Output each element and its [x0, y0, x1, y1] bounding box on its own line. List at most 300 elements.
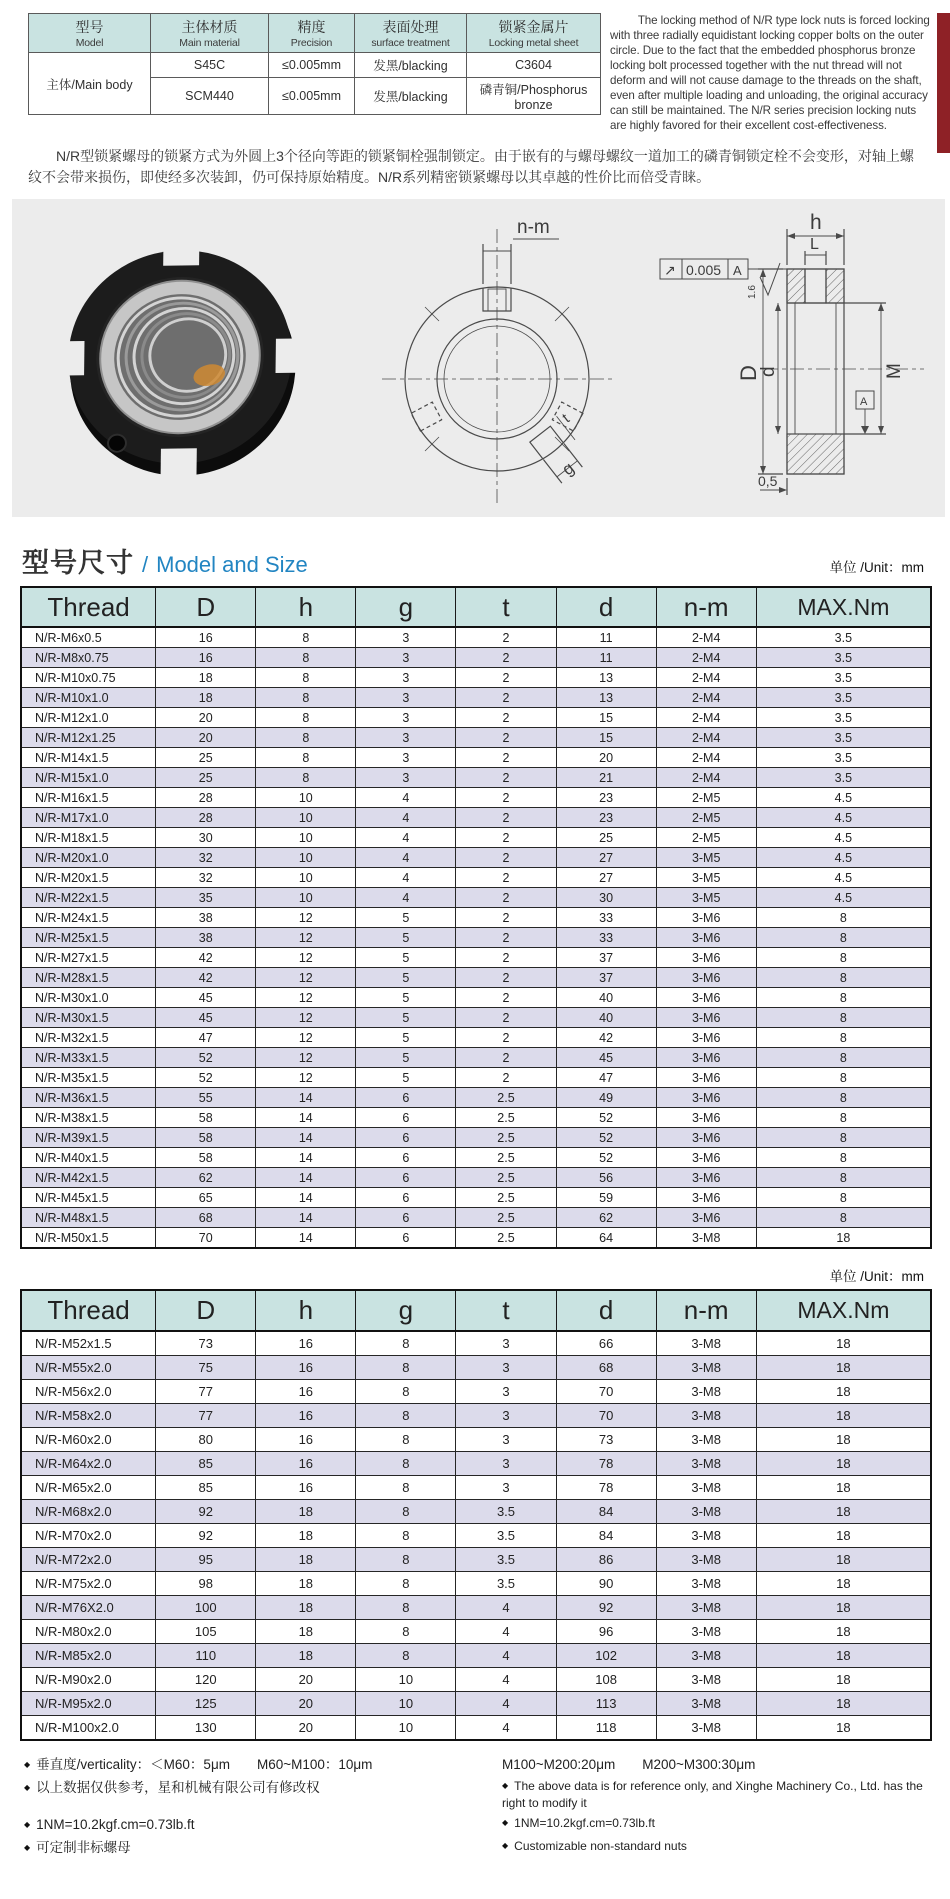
value-cell: 100 — [156, 1596, 256, 1620]
value-cell: 3-M6 — [656, 1168, 756, 1188]
value-cell: 5 — [356, 948, 456, 968]
value-cell: 3-M6 — [656, 988, 756, 1008]
size-row — [21, 868, 931, 888]
value-cell: 40 — [556, 1008, 656, 1028]
thread-cell: N/R-M10x1.0 — [21, 688, 156, 708]
value-cell: 11 — [556, 648, 656, 668]
value-cell: 3 — [356, 627, 456, 648]
value-cell: 8 — [756, 1068, 931, 1088]
value-cell: 3-M6 — [656, 1088, 756, 1108]
thread-cell: N/R-M20x1.5 — [21, 868, 156, 888]
value-cell: 18 — [756, 1572, 931, 1596]
value-cell: 16 — [256, 1404, 356, 1428]
value-cell: 20 — [256, 1692, 356, 1716]
value-cell: 30 — [156, 828, 256, 848]
thread-cell: N/R-M85x2.0 — [21, 1644, 156, 1668]
header-zh: 锁紧金属片 — [498, 19, 569, 35]
value-cell: 2.5 — [456, 1128, 556, 1148]
thread-cell: N/R-M52x1.5 — [21, 1331, 156, 1356]
size-row — [21, 1168, 931, 1188]
value-cell: 3 — [456, 1356, 556, 1380]
value-cell: 8 — [356, 1620, 456, 1644]
value-cell: 98 — [156, 1572, 256, 1596]
value-cell: 86 — [556, 1548, 656, 1572]
value-cell: 3-M6 — [656, 1008, 756, 1028]
size-row — [21, 908, 931, 928]
value-cell: 2-M4 — [656, 728, 756, 748]
value-cell: 8 — [256, 748, 356, 768]
value-cell: 49 — [556, 1088, 656, 1108]
value-cell: 56 — [556, 1168, 656, 1188]
value-cell: 28 — [156, 808, 256, 828]
value-cell: 25 — [156, 748, 256, 768]
thread-cell: N/R-M68x2.0 — [21, 1500, 156, 1524]
value-cell: 14 — [256, 1208, 356, 1228]
value-cell: 3-M8 — [656, 1524, 756, 1548]
value-cell: 3.5 — [756, 668, 931, 688]
value-cell: 8 — [356, 1331, 456, 1356]
column-header: n-m — [656, 587, 756, 628]
value-cell: 105 — [156, 1620, 256, 1644]
value-cell: 3-M5 — [656, 888, 756, 908]
value-cell: 8 — [356, 1596, 456, 1620]
value-cell: 8 — [756, 928, 931, 948]
value-cell: 25 — [156, 768, 256, 788]
value-cell: 18 — [756, 1404, 931, 1428]
value-cell: 8 — [256, 768, 356, 788]
value-cell: 8 — [256, 708, 356, 728]
thread-cell: N/R-M80x2.0 — [21, 1620, 156, 1644]
thread-cell: N/R-M27x1.5 — [21, 948, 156, 968]
dim-label-d: d — [758, 366, 779, 377]
intro-paragraph-en: The locking method of N/R type lock nuts is forced locking with three radially equidistant locking copper bolts on the outer circle. Due to the fact that the embedded phosphorus bronze locking bolt processed together with the nut thread will not deform and will not cause damage to the threads on the shaft, even after multiple loading and unloading, the original accuracy can still be maintained. The N/R series precision locking nuts are highly favored for their excellent cost-effectiveness. — [610, 14, 930, 133]
value-cell: 18 — [256, 1524, 356, 1548]
red-accent-bar — [937, 13, 950, 153]
value-cell: 12 — [256, 1008, 356, 1028]
size-row — [21, 1028, 931, 1048]
value-cell: 27 — [556, 848, 656, 868]
size-row — [21, 728, 931, 748]
size-row — [21, 1452, 931, 1476]
value-cell: 8 — [356, 1452, 456, 1476]
spec-cell: 发黑/blacking — [355, 53, 467, 78]
bullet-icon: ◆ — [502, 1818, 509, 1828]
column-header: Thread — [21, 587, 156, 628]
size-row — [21, 968, 931, 988]
value-cell: 4 — [356, 788, 456, 808]
bullet-icon: ◆ — [502, 1840, 509, 1850]
size-row — [21, 1692, 931, 1716]
value-cell: 3-M8 — [656, 1356, 756, 1380]
value-cell: 32 — [156, 868, 256, 888]
value-cell: 3-M8 — [656, 1404, 756, 1428]
spec-cell: S45C — [151, 53, 269, 78]
size-row — [21, 1068, 931, 1088]
value-cell: 4.5 — [756, 828, 931, 848]
size-row — [21, 808, 931, 828]
unit-label-mid: 单位 /Unit：mm — [829, 1269, 924, 1285]
value-cell: 3-M6 — [656, 1128, 756, 1148]
size-table-2 — [20, 1289, 932, 1741]
value-cell: 3 — [356, 648, 456, 668]
value-cell: 3-M6 — [656, 928, 756, 948]
thread-cell: N/R-M35x1.5 — [21, 1068, 156, 1088]
value-cell: 20 — [256, 1668, 356, 1692]
size-row — [21, 1476, 931, 1500]
value-cell: 3-M6 — [656, 1028, 756, 1048]
value-cell: 2-M4 — [656, 668, 756, 688]
value-cell: 3-M6 — [656, 1148, 756, 1168]
bullet-icon: ◆ — [24, 1842, 31, 1852]
value-cell: 2 — [456, 1008, 556, 1028]
value-cell: 8 — [756, 1028, 931, 1048]
value-cell: 3 — [456, 1404, 556, 1428]
value-cell: 3.5 — [756, 748, 931, 768]
value-cell: 11 — [556, 627, 656, 648]
value-cell: 3-M6 — [656, 1188, 756, 1208]
thread-cell: N/R-M58x2.0 — [21, 1404, 156, 1428]
value-cell: 12 — [256, 908, 356, 928]
value-cell: 92 — [156, 1500, 256, 1524]
value-cell: 52 — [556, 1128, 656, 1148]
tolerance-value: 0.005 — [686, 261, 722, 278]
value-cell: 3 — [356, 728, 456, 748]
value-cell: 108 — [556, 1668, 656, 1692]
value-cell: 3.5 — [756, 728, 931, 748]
value-cell: 3-M6 — [656, 948, 756, 968]
section-title-sep: / — [142, 551, 149, 577]
value-cell: 85 — [156, 1476, 256, 1500]
thread-cell: N/R-M42x1.5 — [21, 1168, 156, 1188]
size-row — [21, 1620, 931, 1644]
value-cell: 118 — [556, 1716, 656, 1741]
thread-cell: N/R-M30x1.5 — [21, 1008, 156, 1028]
value-cell: 4.5 — [756, 888, 931, 908]
size-row — [21, 1108, 931, 1128]
value-cell: 42 — [556, 1028, 656, 1048]
value-cell: 3-M8 — [656, 1331, 756, 1356]
spec-header-row — [29, 14, 601, 53]
value-cell: 18 — [256, 1620, 356, 1644]
value-cell: 14 — [256, 1088, 356, 1108]
size-row — [21, 1716, 931, 1741]
value-cell: 2.5 — [456, 1108, 556, 1128]
spec-header-precision — [269, 14, 355, 53]
value-cell: 58 — [156, 1128, 256, 1148]
thread-cell: N/R-M18x1.5 — [21, 828, 156, 848]
size-row — [21, 1008, 931, 1028]
value-cell: 8 — [756, 1188, 931, 1208]
value-cell: 4 — [456, 1668, 556, 1692]
thread-cell: N/R-M30x1.0 — [21, 988, 156, 1008]
value-cell: 70 — [556, 1404, 656, 1428]
value-cell: 64 — [556, 1228, 656, 1249]
column-header: n-m — [656, 1290, 756, 1331]
column-header: D — [156, 1290, 256, 1331]
value-cell: 5 — [356, 1068, 456, 1088]
value-cell: 14 — [256, 1168, 356, 1188]
value-cell: 78 — [556, 1476, 656, 1500]
thread-cell: N/R-M50x1.5 — [21, 1228, 156, 1249]
value-cell: 6 — [356, 1228, 456, 1249]
value-cell: 3-M8 — [656, 1428, 756, 1452]
value-cell: 3.5 — [456, 1524, 556, 1548]
size-row — [21, 1188, 931, 1208]
value-cell: 2 — [456, 988, 556, 1008]
value-cell: 16 — [256, 1428, 356, 1452]
value-cell: 3-M5 — [656, 848, 756, 868]
column-header: d — [556, 587, 656, 628]
value-cell: 18 — [756, 1500, 931, 1524]
size-row — [21, 1148, 931, 1168]
size-row — [21, 1548, 931, 1572]
value-cell: 13 — [556, 668, 656, 688]
value-cell: 8 — [356, 1428, 456, 1452]
note-reference-en — [502, 1778, 926, 1813]
value-cell: 12 — [256, 1028, 356, 1048]
value-cell: 3-M6 — [656, 1108, 756, 1128]
value-cell: 38 — [156, 928, 256, 948]
thread-cell: N/R-M60x2.0 — [21, 1428, 156, 1452]
note-text: The above data is for reference only, and Xinghe Machinery Co., Ltd. has the right to modify it — [502, 1778, 923, 1811]
dim-label-t: t — [559, 410, 573, 427]
size-row — [21, 988, 931, 1008]
value-cell: 4.5 — [756, 868, 931, 888]
value-cell: 5 — [356, 1048, 456, 1068]
value-cell: 2 — [456, 688, 556, 708]
value-cell: 3-M8 — [656, 1476, 756, 1500]
value-cell: 14 — [256, 1148, 356, 1168]
value-cell: 4 — [456, 1596, 556, 1620]
value-cell: 12 — [256, 1068, 356, 1088]
value-cell: 14 — [256, 1228, 356, 1249]
spec-row — [29, 53, 601, 78]
value-cell: 2-M5 — [656, 808, 756, 828]
value-cell: 10 — [256, 828, 356, 848]
value-cell: 6 — [356, 1168, 456, 1188]
value-cell: 110 — [156, 1644, 256, 1668]
drawing-panel — [12, 199, 945, 517]
value-cell: 3-M8 — [656, 1500, 756, 1524]
footer-notes — [24, 1755, 926, 1857]
value-cell: 20 — [156, 708, 256, 728]
value-cell: 18 — [156, 668, 256, 688]
header-en: Main material — [179, 37, 240, 49]
value-cell: 2 — [456, 1048, 556, 1068]
value-cell: 8 — [356, 1356, 456, 1380]
spec-header-model — [29, 14, 151, 53]
value-cell: 62 — [556, 1208, 656, 1228]
value-cell: 2 — [456, 668, 556, 688]
value-cell: 18 — [756, 1548, 931, 1572]
note-text: 可定制非标螺母 — [36, 1839, 131, 1855]
dim-label-D: D — [736, 364, 761, 381]
thread-cell: N/R-M14x1.5 — [21, 748, 156, 768]
size-row — [21, 627, 931, 648]
thread-cell: N/R-M12x1.25 — [21, 728, 156, 748]
size-row — [21, 1524, 931, 1548]
value-cell: 18 — [756, 1380, 931, 1404]
dim-label-g: g — [558, 458, 578, 480]
value-cell: 3-M6 — [656, 1048, 756, 1068]
value-cell: 16 — [156, 648, 256, 668]
value-cell: 4 — [456, 1692, 556, 1716]
value-cell: 62 — [156, 1168, 256, 1188]
thread-cell: N/R-M28x1.5 — [21, 968, 156, 988]
value-cell: 12 — [256, 968, 356, 988]
value-cell: 2 — [456, 648, 556, 668]
thread-cell: N/R-M33x1.5 — [21, 1048, 156, 1068]
value-cell: 120 — [156, 1668, 256, 1692]
thread-cell: N/R-M8x0.75 — [21, 648, 156, 668]
value-cell: 8 — [756, 1208, 931, 1228]
size-row — [21, 848, 931, 868]
value-cell: 3-M8 — [656, 1596, 756, 1620]
value-cell: 2-M5 — [656, 828, 756, 848]
value-cell: 2 — [456, 828, 556, 848]
column-header: Thread — [21, 1290, 156, 1331]
value-cell: 70 — [556, 1380, 656, 1404]
column-header: D — [156, 587, 256, 628]
value-cell: 2 — [456, 1068, 556, 1088]
value-cell: 8 — [756, 948, 931, 968]
value-cell: 45 — [556, 1048, 656, 1068]
value-cell: 102 — [556, 1644, 656, 1668]
value-cell: 38 — [156, 908, 256, 928]
thread-cell: N/R-M40x1.5 — [21, 1148, 156, 1168]
unit-label-top: 单位 /Unit：mm — [829, 559, 924, 575]
value-cell: 18 — [256, 1644, 356, 1668]
column-header: t — [456, 587, 556, 628]
value-cell: 16 — [256, 1452, 356, 1476]
thread-cell: N/R-M76X2.0 — [21, 1596, 156, 1620]
intro-paragraph-zh: N/R型锁紧螺母的锁紧方式为外圆上3个径向等距的锁紧铜栓强制锁定。由于嵌有的与螺母螺纹一道加工的磷青铜锁定栓不会变形，对轴上螺纹不会带来损伤，即使经多次装卸，仍可保持原始精度。N/R系列精密锁紧螺母以其卓越的性价比而倍受青睐。 — [28, 147, 914, 186]
value-cell: 47 — [556, 1068, 656, 1088]
value-cell: 5 — [356, 968, 456, 988]
thread-cell: N/R-M100x2.0 — [21, 1716, 156, 1741]
value-cell: 3-M8 — [656, 1692, 756, 1716]
value-cell: 18 — [756, 1476, 931, 1500]
value-cell: 2-M4 — [656, 688, 756, 708]
value-cell: 28 — [156, 788, 256, 808]
size-row — [21, 668, 931, 688]
thread-cell: N/R-M16x1.5 — [21, 788, 156, 808]
spec-cell: ≤0.005mm — [269, 78, 355, 115]
value-cell: 6 — [356, 1088, 456, 1108]
value-cell: 12 — [256, 1048, 356, 1068]
size-row — [21, 748, 931, 768]
value-cell: 8 — [756, 908, 931, 928]
value-cell: 16 — [256, 1356, 356, 1380]
thread-cell: N/R-M20x1.0 — [21, 848, 156, 868]
value-cell: 8 — [356, 1644, 456, 1668]
value-cell: 42 — [156, 948, 256, 968]
note-conversion-en — [502, 1815, 926, 1835]
top-section — [0, 0, 950, 134]
spec-header-surface — [355, 14, 467, 53]
value-cell: 8 — [256, 688, 356, 708]
value-cell: 8 — [756, 1008, 931, 1028]
value-cell: 47 — [156, 1028, 256, 1048]
spec-row-label: 主体/Main body — [29, 53, 151, 115]
value-cell: 6 — [356, 1128, 456, 1148]
value-cell: 18 — [256, 1500, 356, 1524]
value-cell: 3 — [356, 668, 456, 688]
value-cell: 113 — [556, 1692, 656, 1716]
column-header: MAX.Nm — [756, 1290, 931, 1331]
value-cell: 2 — [456, 788, 556, 808]
value-cell: 52 — [556, 1108, 656, 1128]
value-cell: 18 — [756, 1644, 931, 1668]
header-en: Precision — [290, 37, 333, 49]
value-cell: 8 — [756, 1108, 931, 1128]
value-cell: 3 — [356, 768, 456, 788]
value-cell: 77 — [156, 1380, 256, 1404]
size-row — [21, 1644, 931, 1668]
material-spec-table — [28, 13, 601, 115]
value-cell: 90 — [556, 1572, 656, 1596]
value-cell: 10 — [256, 868, 356, 888]
value-cell: 2 — [456, 888, 556, 908]
column-header: g — [356, 1290, 456, 1331]
thread-cell: N/R-M65x2.0 — [21, 1476, 156, 1500]
value-cell: 3-M8 — [656, 1572, 756, 1596]
value-cell: 2-M4 — [656, 768, 756, 788]
size-row — [21, 828, 931, 848]
bullet-icon: ◆ — [24, 1760, 31, 1770]
bullet-icon: ◆ — [24, 1820, 31, 1830]
value-cell: 4.5 — [756, 808, 931, 828]
note-text: 以上数据仅供参考，星和机械有限公司有修改权 — [36, 1779, 320, 1795]
lock-nut-photo — [20, 199, 340, 509]
value-cell: 84 — [556, 1500, 656, 1524]
value-cell: 5 — [356, 1028, 456, 1048]
note-text: 垂直度/verticality：＜M60：5μm M60~M100：10μm — [36, 1757, 373, 1773]
value-cell: 3.5 — [756, 768, 931, 788]
value-cell: 5 — [356, 1008, 456, 1028]
value-cell: 3-M8 — [656, 1716, 756, 1741]
value-cell: 65 — [156, 1188, 256, 1208]
value-cell: 18 — [756, 1452, 931, 1476]
value-cell: 16 — [256, 1331, 356, 1356]
value-cell: 3 — [456, 1331, 556, 1356]
value-cell: 13 — [556, 688, 656, 708]
value-cell: 20 — [256, 1716, 356, 1741]
value-cell: 8 — [756, 968, 931, 988]
value-cell: 3 — [456, 1428, 556, 1452]
size-row — [21, 1331, 931, 1356]
section-title-en: Model and Size — [156, 551, 308, 577]
value-cell: 2.5 — [456, 1228, 556, 1249]
dim-label-h: h — [810, 210, 822, 234]
value-cell: 3-M8 — [656, 1620, 756, 1644]
value-cell: 52 — [156, 1048, 256, 1068]
value-cell: 2 — [456, 708, 556, 728]
value-cell: 12 — [256, 988, 356, 1008]
value-cell: 18 — [756, 1356, 931, 1380]
value-cell: 130 — [156, 1716, 256, 1741]
value-cell: 58 — [156, 1108, 256, 1128]
column-header: h — [256, 1290, 356, 1331]
size-header-row — [21, 587, 931, 628]
value-cell: 12 — [256, 928, 356, 948]
value-cell: 8 — [256, 728, 356, 748]
value-cell: 8 — [756, 1168, 931, 1188]
value-cell: 6 — [356, 1108, 456, 1128]
value-cell: 4 — [456, 1620, 556, 1644]
value-cell: 8 — [756, 1128, 931, 1148]
size-row — [21, 928, 931, 948]
